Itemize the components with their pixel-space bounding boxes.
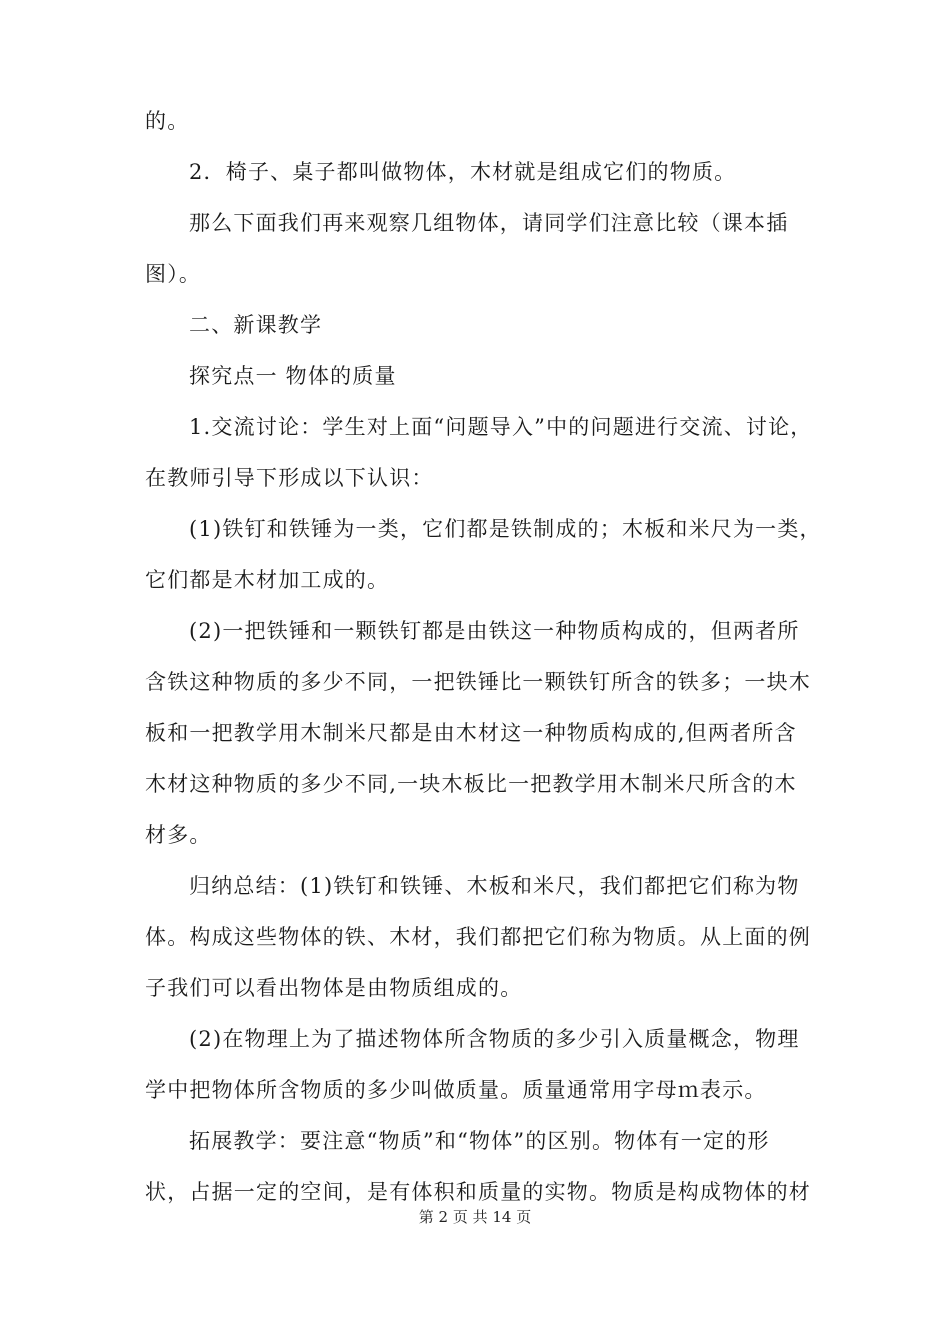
document-body — [145, 96, 822, 1218]
text-line: 在教师引导下形成以下认识： — [145, 466, 434, 490]
text-line: 学中把物体所含物质的多少叫做质量。质量通常用字母ｍ表示。 — [145, 1078, 767, 1102]
text-line: 状，占据一定的空间，是有体积和质量的实物。物质是构成物体的材 — [145, 1180, 811, 1204]
page-number-footer: 第 2 页 共 14 页 — [418, 1208, 532, 1226]
section-heading: 二、新课教学 — [189, 313, 323, 337]
text-line: 含铁这种物质的多少不同，一把铁锤比一颗铁钉所含的铁多；一块木 — [145, 670, 811, 694]
text-line: 的。 — [145, 109, 190, 133]
text-line: 板和一把教学用木制米尺都是由木材这一种物质构成的,但两者所含 — [145, 721, 797, 745]
text-line: 它们都是木材加工成的。 — [145, 568, 390, 592]
text-line: 材多。 — [145, 823, 212, 847]
text-line: 拓展教学：要注意“物质”和“物体”的区别。物体有一定的形 — [189, 1129, 770, 1153]
text-line: (2)在物理上为了描述物体所含物质的多少引入质量概念，物理 — [189, 1027, 800, 1051]
text-line: 木材这种物质的多少不同,一块木板比一把教学用木制米尺所含的木 — [145, 772, 797, 796]
text-line: 体。构成这些物体的铁、木材，我们都把它们称为物质。从上面的例 — [145, 925, 811, 949]
text-line: 那么下面我们再来观察几组物体，请同学们注意比较（课本插 — [189, 211, 789, 235]
text-line: 1.交流讨论：学生对上面“问题导入”中的问题进行交流、讨论， — [189, 415, 813, 439]
subsection-heading: 探究点一 物体的质量 — [189, 364, 397, 388]
text-line: (1)铁钉和铁锤为一类，它们都是铁制成的；木板和米尺为一类， — [189, 517, 822, 541]
text-line: (2)一把铁锤和一颗铁钉都是由铁这一种物质构成的，但两者所 — [189, 619, 800, 643]
text-line: 图）。 — [145, 262, 202, 286]
text-line: 子我们可以看出物体是由物质组成的。 — [145, 976, 523, 1000]
text-line: 2．椅子、桌子都叫做物体，木材就是组成它们的物质。 — [189, 160, 737, 184]
text-line: 归纳总结：(1)铁钉和铁锤、木板和米尺，我们都把它们称为物 — [189, 874, 800, 898]
